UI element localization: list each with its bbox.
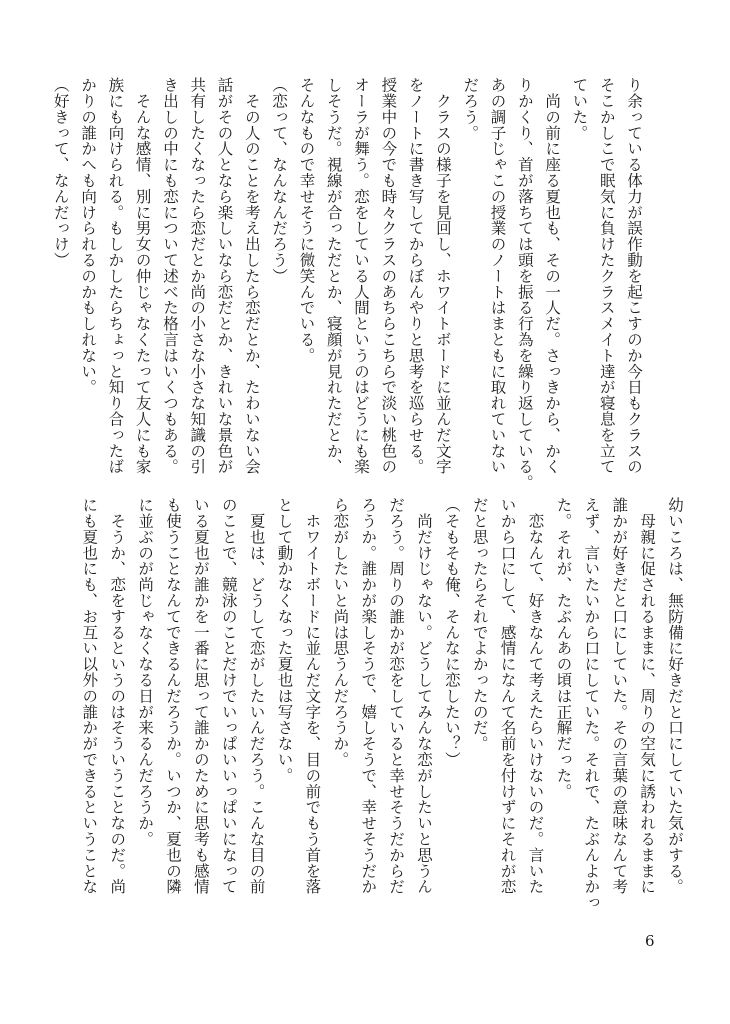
text-line: （好きって、なんだっけ）	[51, 77, 70, 268]
text-line: そうか、恋をするというのはそういうことなのだ。尚	[108, 497, 127, 895]
text-line: き出しの中にも恋について述べた格言はいくつもある。	[160, 77, 179, 475]
text-line: えず、言いたいから口にしていた。それで、たぶんよかっ	[582, 497, 601, 911]
text-line: そんなもので幸せそうに微笑んでいる。	[297, 77, 316, 364]
text-line: も使うことなんてできるんだろうか。いつか、夏也の隣	[163, 497, 182, 895]
text-line: 族にも向けられる。もしかしたらちょっと知り合ったば	[106, 77, 125, 475]
text-line: ら恋がしたいと尚は思うんだろうか。	[331, 497, 350, 768]
text-line: しそうだ。視線が合っただとか、寝顔が見れただとか、	[324, 77, 343, 475]
text-line: あの調子じゃこの授業のノートはまともに取れていない	[488, 77, 507, 475]
text-line: いから口にして、感情になんて名前を付けずにそれが恋	[498, 497, 517, 895]
text-line: だろう。	[461, 77, 480, 141]
text-line: のことで、競泳のことだけでいっぱいいっぱいになって	[219, 497, 238, 895]
text-line: ろうか。誰かが楽しそうで、嬉しそうで、幸せそうだか	[359, 497, 378, 895]
text-line: そこかしこで眠気に負けたクラスメイト達が寝息を立て	[597, 77, 616, 475]
text-line: クラスの様子を見回し、ホワイトボードに並んだ文字	[433, 77, 452, 475]
page-number: 6	[645, 932, 655, 950]
text-line: 共有したくなったら恋だとか尚の小さな小さな知識の引	[188, 77, 207, 475]
text-line: 授業中の今でも時々クラスのあちらこちらで淡い桃色の	[379, 77, 398, 475]
text-line: に並ぶのが尚じゃなくなる日が来るんだろうか。	[136, 497, 155, 847]
text-line: にも夏也にも、お互い以外の誰かができるということな	[80, 497, 99, 895]
text-line: り余っている体力が誤作動を起こすのか今日もクラスの	[625, 77, 643, 475]
text-line: 尚の前に座る夏也も、その一人だ。さっきから、かく	[543, 77, 562, 475]
text-line: ていた。	[570, 77, 589, 141]
text-line: た。それが、たぶんあの頃は正解だった。	[554, 497, 573, 800]
text-line: だろう。周りの誰かが恋をしていると幸せそうだからだ	[387, 497, 406, 895]
text-line: 誰かが好きだと口にしていた。その言葉の意味なんて考	[610, 497, 629, 895]
text-line: りかくり、首が落ちては頭を振る行為を繰り返している。	[515, 77, 534, 491]
text-line: オーラが舞う。恋をしている人間というのはどうにも楽	[352, 77, 371, 475]
text-line: 尚だけじゃない。どうしてみんな恋がしたいと思うん	[414, 497, 433, 895]
upper-text-block	[40, 77, 641, 497]
text-line: その人のことを考え出したら恋だとか、たわいない会	[242, 77, 261, 475]
text-line: いる夏也が誰かを一番に思って誰かのために思考も感情	[191, 497, 210, 895]
text-line: として動かなくなった夏也は写さない。	[275, 497, 294, 784]
text-line: （そもそも俺、そんなに恋したい？）	[442, 497, 461, 768]
text-line: 恋なんて、好きなんて考えたらいけないのだ。言いた	[526, 497, 545, 895]
text-line: だと思ったらそれでよかったのだ。	[470, 497, 489, 752]
text-line: そんな感情、別に男女の仲じゃなくたって友人にも家	[133, 77, 152, 475]
text-line: 夏也は、どうして恋がしたいんだろう。こんな目の前	[247, 497, 266, 895]
text-line: かりの誰かへも向けられるのかもしれない。	[79, 77, 98, 395]
text-line: ホワイトボードに並んだ文字を、目の前でもう首を落	[303, 497, 322, 895]
lower-text-block	[68, 497, 682, 917]
text-line: 幼いころは、無防備に好きだと口にしていた気がする。	[666, 497, 684, 895]
text-line: をノートに書き写してからぼんやりと思考を巡らせる。	[406, 77, 425, 475]
text-line: （恋って、なんなんだろう）	[270, 77, 289, 284]
text-line: 母親に促されるままに、周りの空気に誘われるままに	[638, 497, 657, 895]
text-line: 話がその人となら楽しいなら恋だとか、きれいな景色が	[215, 77, 234, 475]
